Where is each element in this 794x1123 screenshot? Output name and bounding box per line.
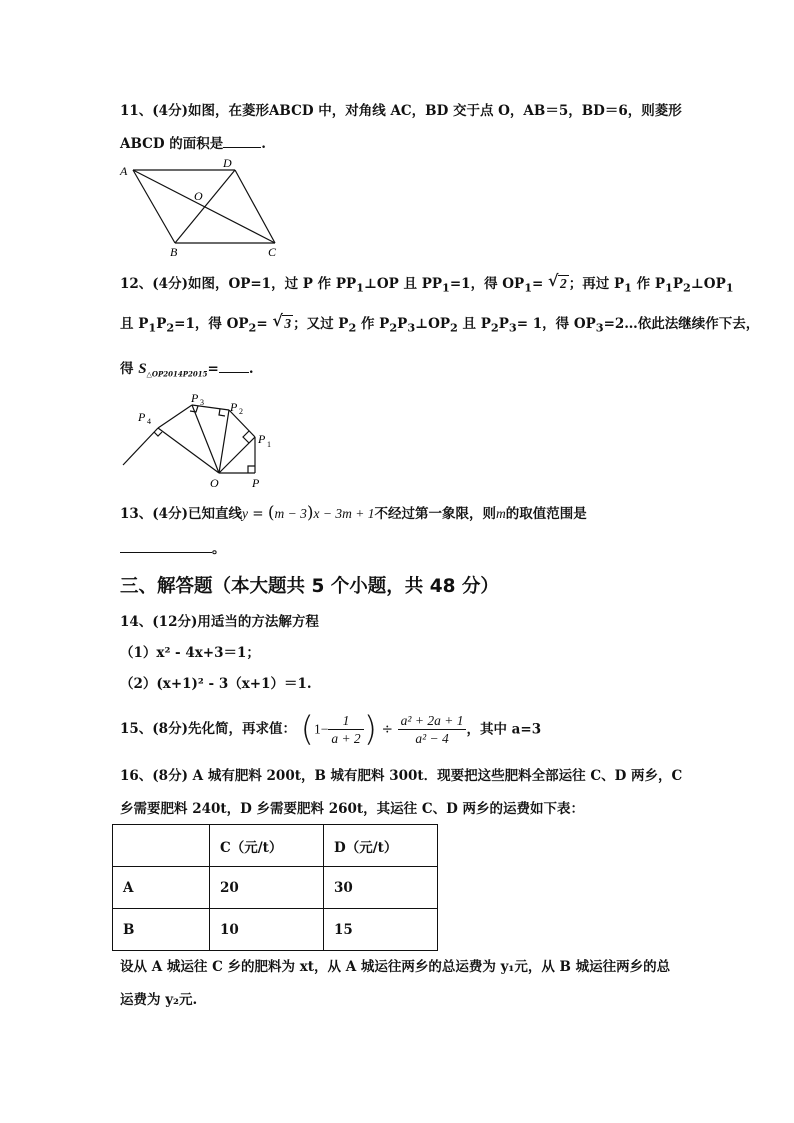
q12-text: P xyxy=(156,316,167,332)
label-C: C xyxy=(268,245,277,258)
q13-text: 的取值范围是 xyxy=(505,506,587,522)
q12-sub: 1 xyxy=(665,280,673,295)
answer-blank xyxy=(223,133,261,148)
q16-line2: 乡需要肥料 240t，D 乡需要肥料 260t，其运往 C、D 两乡的运费如下表： xyxy=(120,801,584,817)
q12-text: 得 xyxy=(120,361,134,377)
freight-table xyxy=(112,824,438,951)
table-cell: D（元/t） xyxy=(324,825,438,867)
q12-sub: 3 xyxy=(595,320,604,335)
area-symbol: S xyxy=(138,361,147,377)
q12-text: P xyxy=(498,316,509,332)
radicand: 3 xyxy=(284,316,292,331)
table-cell: 30 xyxy=(324,867,438,909)
section-heading: 三、解答题（本大题共 5 个小题，共 48 分） xyxy=(120,576,499,597)
label-P2-sub: 2 xyxy=(239,407,243,416)
equals: = xyxy=(247,506,268,522)
q12-sub: 2 xyxy=(389,320,398,335)
label-P3: P xyxy=(191,391,199,405)
label-B: B xyxy=(170,245,178,258)
q12-text: =2…依此法继续作下去， xyxy=(603,316,760,332)
table-cell: B xyxy=(113,909,210,951)
q12-sub: 1 xyxy=(624,280,632,295)
q12-end: . xyxy=(248,361,254,377)
table-cell: C（元/t） xyxy=(210,825,324,867)
q12-text: 12、(4分)如图，OP=1，过 P 作 PP xyxy=(120,276,357,292)
label-P4: P xyxy=(138,410,146,424)
q12-text: ；再过 P xyxy=(568,276,625,292)
label-P1: P xyxy=(258,432,266,446)
q12-line2 xyxy=(120,311,760,338)
q11-line2 xyxy=(120,133,266,154)
q16-line3: 设从 A 城运往 C 乡的肥料为 xt，从 A 城运往两乡的总运费为 y₁元，从 B 城运往两乡的总 xyxy=(120,959,671,975)
q12-sub: 2 xyxy=(490,320,499,335)
q12-sub: 3 xyxy=(508,320,517,335)
table-header-row xyxy=(113,825,438,867)
q13-answer-line xyxy=(120,538,226,559)
q12-sub: 1 xyxy=(442,280,450,295)
table-cell: 20 xyxy=(210,867,324,909)
label-P3-sub: 3 xyxy=(200,398,204,407)
q14-part1: （1）x² - 4x+3＝1； xyxy=(120,645,260,661)
q12-text: = xyxy=(256,316,268,332)
label-O: O xyxy=(194,189,203,203)
table-row xyxy=(113,909,438,951)
q15-text: 15、(8分)先化简，再求值： xyxy=(120,721,296,737)
denominator: a² − 4 xyxy=(415,731,449,746)
label-D: D xyxy=(223,158,232,170)
sqrt-3: √ 3 xyxy=(272,311,292,331)
q12-sub: 3 xyxy=(407,320,416,335)
q12-text: =1，得 OP xyxy=(449,276,525,292)
table-cell: A xyxy=(113,867,210,909)
rhombus-figure xyxy=(115,158,305,258)
table-cell: 15 xyxy=(324,909,438,951)
q12-text: 作 P xyxy=(356,316,390,332)
q16-line4: 运费为 y₂元. xyxy=(120,992,198,1008)
q12-sub: 2 xyxy=(683,280,691,295)
q12-sub: 2 xyxy=(450,320,458,335)
q11-end: . xyxy=(261,136,266,152)
q12-text: P xyxy=(397,316,408,332)
q11-line1: 11、(4分)如图，在菱形ABCD 中，对角线 AC，BD 交于点 O，AB＝5，BD＝6，则菱形 xyxy=(120,103,682,119)
table-cell: 10 xyxy=(210,909,324,951)
label-P: P xyxy=(252,476,260,490)
q12-sub: 1 xyxy=(356,280,364,295)
q12-text: ⊥OP 且 PP xyxy=(363,276,443,292)
q12-sub: 2 xyxy=(166,320,175,335)
q15-line: 15、(8分)先化简，再求值： (1− $\frac{1}{a + 2}$ ) ÷ $\frac{\text{a² + 2a + 1}}{\text{a² − 4}}$ ，其中 a=3 xyxy=(120,709,542,750)
numerator: 1 xyxy=(328,712,363,730)
q12-sub: 2 xyxy=(248,320,257,335)
q12-line3 xyxy=(120,358,254,385)
denominator: a + 2 xyxy=(331,731,361,746)
q12-text: ⊥OP xyxy=(415,316,451,332)
table-cell xyxy=(113,825,210,867)
q14-part2: （2）(x+1)² - 3（x+1）＝1. xyxy=(120,676,312,692)
label-P1-sub: 1 xyxy=(267,440,271,449)
answer-blank xyxy=(120,538,212,553)
one-minus: 1− xyxy=(313,721,329,737)
q15-text: ，其中 a=3 xyxy=(466,721,542,738)
q13-text: 不经过第一象限，则 xyxy=(374,506,496,522)
label-O: O xyxy=(210,476,219,490)
q16-line1: 16、(8分) A 城有肥料 200t，B 城有肥料 300t．现要把这些肥料全部运往 C、D 两乡，C xyxy=(120,768,683,784)
fraction-2 xyxy=(398,712,467,747)
q12-text: ⊥OP xyxy=(690,276,726,292)
var-x: x xyxy=(313,506,320,521)
q12-sub: 1 xyxy=(148,320,157,335)
table-row xyxy=(113,867,438,909)
q13-line: 13、(4分)已知直线y = (m − 3)x − 3m + 1不经过第一象限，则m的取值范围是 xyxy=(120,503,587,523)
fraction-1 xyxy=(328,712,363,747)
q12-text: 且 P xyxy=(120,316,149,332)
q12-sub: 1 xyxy=(524,280,533,295)
label-P4-sub: 4 xyxy=(147,417,151,426)
q12-sub: 2 xyxy=(348,320,357,335)
spiral-figure xyxy=(118,388,298,498)
q14-title: 14、(12分)用适当的方法解方程 xyxy=(120,614,319,630)
intercept-expr: − 3m + 1 xyxy=(319,506,375,521)
q12-text: 且 P xyxy=(457,316,491,332)
q12-line1 xyxy=(120,271,734,298)
q11-line2-text: ABCD 的面积是 xyxy=(120,136,224,152)
label-P2: P xyxy=(230,400,238,414)
q12-text: 作 P xyxy=(631,276,666,292)
answer-blank xyxy=(219,358,249,373)
var-y: y xyxy=(241,506,248,521)
radicand: 2 xyxy=(560,276,567,291)
divide-sign: ÷ xyxy=(381,721,393,738)
q12-text: = xyxy=(532,276,544,292)
q13-end: 。 xyxy=(212,541,226,557)
sqrt-2: √ 2 xyxy=(548,271,567,291)
q12-text: = xyxy=(207,361,219,377)
q12-text: P xyxy=(672,276,684,292)
area-subscript: △OP2014P2015 xyxy=(146,369,208,379)
q12-text: =1，得 OP xyxy=(174,316,249,332)
var-m: m xyxy=(496,506,506,521)
q12-text: ；又过 P xyxy=(293,316,349,332)
q13-text: 13、(4分)已知直线 xyxy=(120,506,242,522)
q12-sub: 1 xyxy=(725,280,734,295)
numerator: a² + 2a + 1 xyxy=(398,712,467,730)
slope-expr: m − 3 xyxy=(274,506,307,521)
q12-text: = 1，得 OP xyxy=(516,316,596,332)
label-A: A xyxy=(120,164,128,178)
